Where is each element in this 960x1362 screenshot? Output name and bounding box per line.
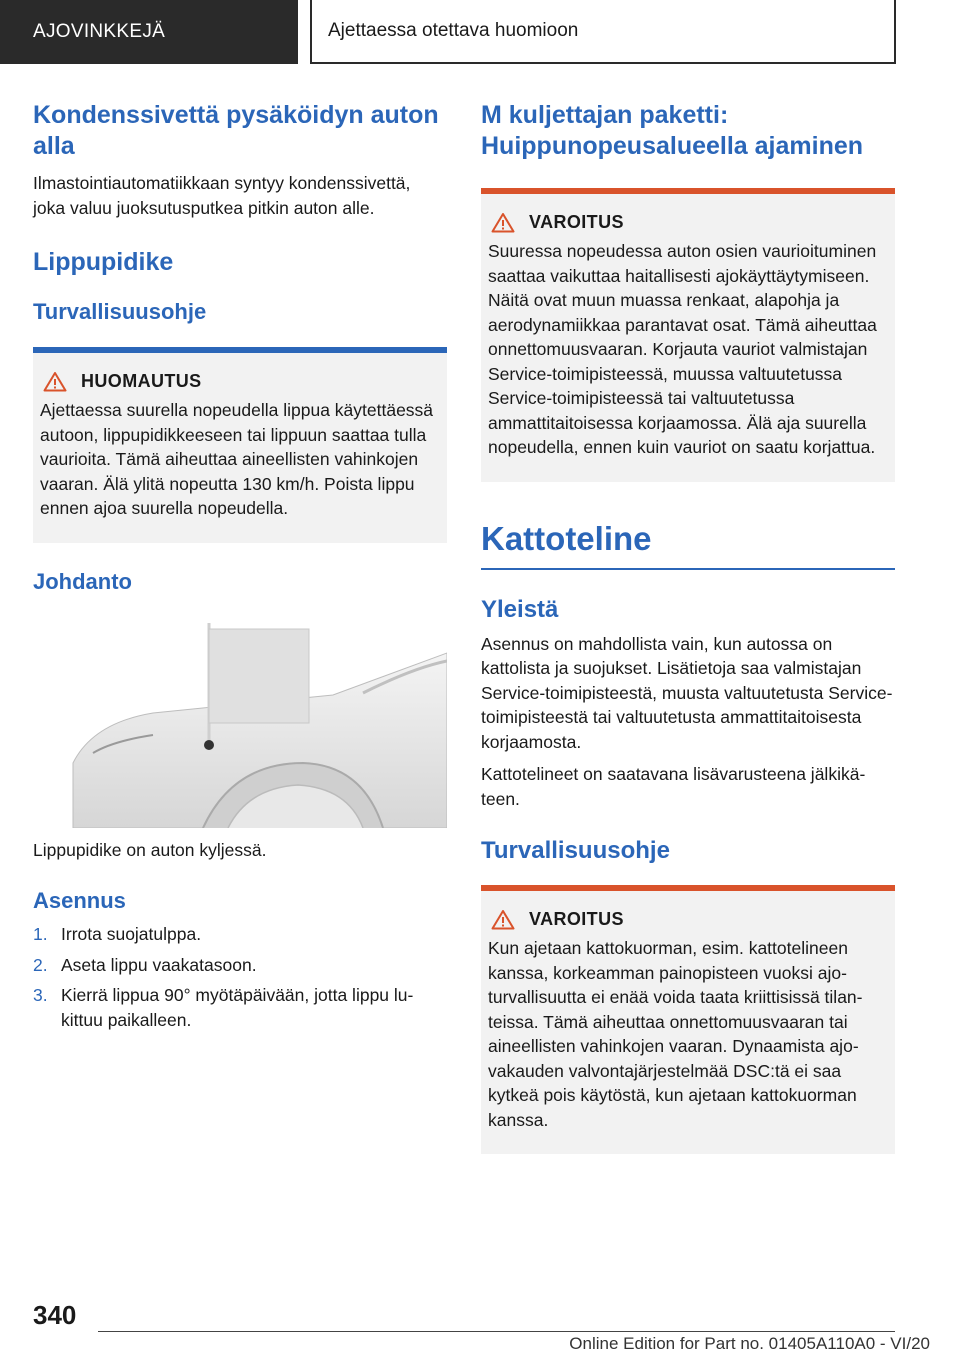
- illustration-caption: Lippupidike on auton kyljessä.: [33, 839, 267, 860]
- intro-heading: Johdanto: [33, 568, 132, 594]
- general-paragraph-2: Kattotelineet on saatavana lisävarusteena jälkikäteen.: [481, 764, 866, 809]
- step-text: Aseta lippu vaakatasoon.: [61, 954, 257, 975]
- heading-rule: [481, 568, 895, 570]
- notice-text: Ajettaessa suurella nopeudella lippua käytettäessä autoon, lippupidikkeeseen tai lippuun saattaa tulla vaurioita. Tämä aiheuttaa aineellisten vahinkojen vaaran. Älä ylitä nopeutta 130 km/h. Poista lippu ennen ajoa suurella nopeudella.: [40, 400, 434, 518]
- warning-text: Kun ajetaan kattokuorman, esim. kattotelineen kanssa, korkeamman painopisteen vuoksi ajoturvallisuutta ei enää voida taata kriittisissä tilanteissa. Tämä aiheuttaa onnettomuusvaaran tai aineellisten vahinkojen vaaran. Dynaamista ajovakauden valvontajärjestelmää DSC:tä ei saa kytkeä pois käytöstä, kun ajetaan kattokuorman kanssa.: [488, 938, 863, 1130]
- safety-heading-left: Turvallisuusohje: [33, 299, 207, 324]
- warning-title: [491, 909, 888, 930]
- safety-heading-right: Turvallisuusohje: [481, 837, 670, 864]
- step-number: 1.: [33, 924, 48, 944]
- chapter-tab: [0, 0, 298, 64]
- warning-box-speed: [481, 188, 895, 482]
- list-item: [33, 983, 447, 1032]
- edition-note: Online Edition for Part no. 01405A110A0 - VI/20: [569, 1334, 930, 1353]
- warning-box-roofload: [481, 885, 895, 1154]
- left-column: [33, 100, 447, 1038]
- general-heading: Yleistä: [481, 595, 559, 623]
- flag-holder-illustration: [33, 613, 447, 828]
- notice-title: [43, 371, 440, 392]
- section-title: Ajettaessa otettava huomioon: [328, 20, 579, 41]
- installation-steps: [33, 922, 447, 1032]
- warning-text: Suuressa nopeudessa auton osien vaurioituminen saattaa vaikuttaa haitallisesti ajokäyttäytymiseen. Näitä ovat muun muassa renkaat, alapohja ja aerodynamiikkaa parantavat osat. Tämä aiheuttaa onnettomuusvaaran. Korjauta vauriot valmistajan Service-toimipisteessä, muussa valtuutetussa Service-toimipisteessä tai valtuutetussa ammattitaitoisessa korjaamossa. Älä aja suurella nopeudella, ennen kuin vauriot on saatu korjattua.: [488, 241, 877, 457]
- roof-rack-heading: Kattoteline: [481, 519, 652, 557]
- m-package-heading: M kuljettajan paketti: Huippunopeusalueella ajaminen: [481, 101, 864, 160]
- step-number: 3.: [33, 985, 48, 1005]
- footer-rule: [98, 1331, 895, 1332]
- chapter-title: AJOVINKKEJÄ: [33, 21, 166, 42]
- warning-triangle-icon: [491, 909, 515, 930]
- warning-title: [491, 212, 888, 233]
- page-number: 340: [33, 1300, 77, 1330]
- warning-triangle-icon: [491, 212, 515, 233]
- warning-triangle-icon: [43, 371, 67, 392]
- notice-label: HUOMAUTUS: [81, 371, 202, 391]
- section-tab: [310, 0, 896, 64]
- step-text: Irrota suojatulppa.: [61, 924, 202, 944]
- step-number: 2.: [33, 954, 48, 975]
- notice-box: [33, 347, 447, 543]
- installation-heading: Asennus: [33, 888, 126, 913]
- warning-label: VAROITUS: [529, 212, 624, 232]
- condensation-text: Ilmastointiautomatiikkaan syntyy kondenssivettä, joka valuu juoksutusputkea pitkin auton alle.: [33, 173, 411, 218]
- list-item: [33, 922, 447, 947]
- right-column: [481, 100, 895, 1154]
- step-text: Kierrä lippua 90° myötäpäivään, jotta lippu lukittuu paikalleen.: [61, 985, 414, 1030]
- flag-holder-heading: Lippupidike: [33, 248, 174, 276]
- warning-label: VAROITUS: [529, 909, 624, 929]
- general-paragraph-1: Asennus on mahdollista vain, kun autossa on kattolista ja suojukset. Lisätietoja saa valmistajan Service-toimipisteestä, muusta valtuutetusta Service-toimipisteestä tai valtuutetusta ammattitaitoisesta korjaamosta.: [481, 633, 893, 752]
- list-item: [33, 953, 447, 978]
- condensation-heading: Kondenssivettä pysäköidyn auton alla: [33, 101, 439, 160]
